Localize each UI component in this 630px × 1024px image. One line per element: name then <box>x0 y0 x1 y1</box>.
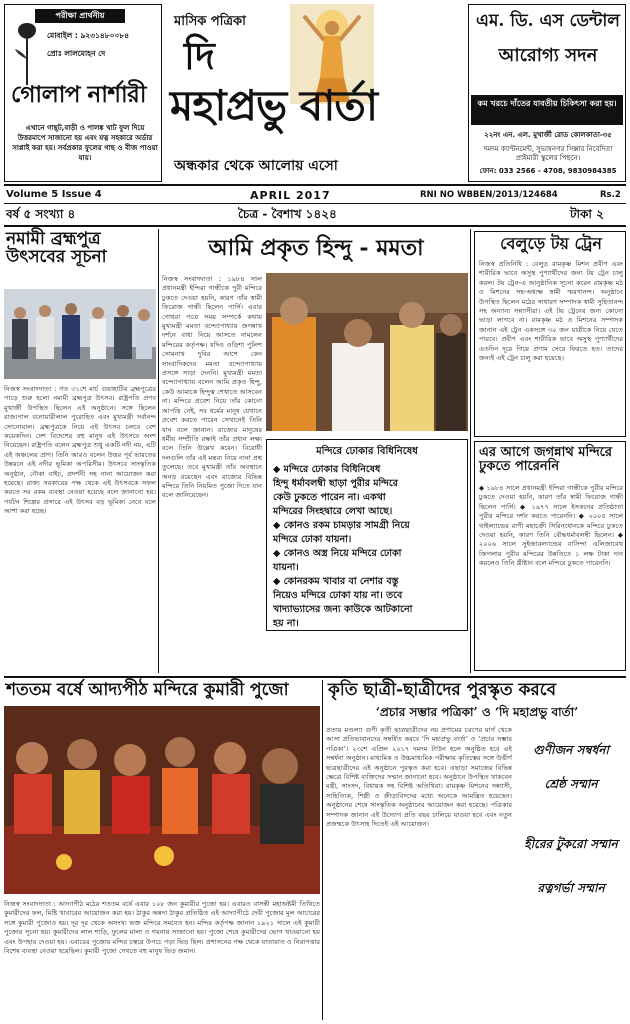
restrictions-line: কেউ ঢুকতে পারেন না। একথা <box>273 492 386 503</box>
masthead-di: দি <box>184 33 215 78</box>
award-line-2: শ্রেষ্ঠ সম্মান <box>544 777 598 791</box>
story-mamata <box>162 229 468 673</box>
story-awards <box>326 680 626 1020</box>
story-toytrain-headline: বেলুড়ে টয় ট্রেন <box>500 234 602 253</box>
infobar-rni: RNI NO WBBEN/2013/124684 <box>420 190 558 200</box>
story-kumari <box>4 680 320 1020</box>
ad-nursery-mobile: মোবাইল : ৯২৩১৪৮০০৮৪ <box>47 31 130 40</box>
story-mamata-body: নিজস্ব সংবাদদাতা : ১৯৮৪ সাল প্রধানমন্ত্রী ইন্দিরা গান্ধীকে পুরী মন্দিরে ঢুকতে দেওয়া হয়নি, কারণ তাঁর স্বামী ফিরোজ গান্ধী ছিলেন পার্সি। এবার গোধরা পত্রে সময় সম্পর্কে কথায় মুখ্যমন্ত্রী মমতা বন্দ্যোপাধ্যায় জগন্নাথ দর্শনে বাধা নিয়ে আসতে নামলেন মন্দিরের কর্তৃপক্ষ। যদিও ওড়িশা পুলিশ সোমনাথ দুবির আশে কেন সাংবাদিকদের মমতা বন্দ্যোপাধ্যায় প্রসঙ্গে সাড়া দেননি। মুখ্যমন্ত্রী মমতা বন্দ্যোপাধ্যায় বলেন আমি প্রকৃত হিন্দু, কেউ আমাকে হিন্দুত্ব শেখাতে আসবেন না। মন্দিরে প্রবেশ নিয়ে তাঁর কোনো আপত্তি নেই, সব ধর্মের মানুষ যেখানে প্রবেশ করতে পারেন সেখানেই তিনি যান বলে জানান। রাজ্যের মানুষের ধর্মীয় সম্প্রীতি রক্ষাই তাঁর প্রধান লক্ষ্য বলে তিনি উল্লেখ করেন। বিরোধী দলগুলি তাঁর এই মন্তব্য নিয়ে নানা প্রশ্ন তুলেছে। তবে মুখ্যমন্ত্রী তাঁর অবস্থানে অনড় রয়েছেন এবং রাজ্যের বিভিন্ন মন্দিরে তিনি নিয়মিত পুজো দিতে যান বলে জানিয়েছেন। <box>162 275 262 500</box>
restrictions-line: ◆ মন্দিরে ঢোকার বিধিনিষেধ <box>273 464 381 475</box>
story-awards-headline: কৃতি ছাত্রী-ছাত্রীদের পুরস্কৃত করবে <box>328 680 557 700</box>
restrictions-line: মন্দিরের সিংহদ্বারে লেখা আছে। <box>273 506 393 517</box>
story-jagannath-body: ◆ ১৯৮৪ সালে প্রধানমন্ত্রী ইন্দিরা গান্ধীকে পুরীর মন্দিরে ঢুকতে দেওয়া হয়নি, কারণ তাঁর স্বামী ফিরোজ গান্ধী ছিলেন পার্সি। ◆ ১৯৭৭ সালে ইসকনের প্রতিষ্ঠাতা পুরীর মন্দিরে দর্শন করতে পারেননি। ◆ ২০০৫ সালে থাইল্যান্ডের রাণী মহাচক্রী সিরিনধোনকে মন্দিরে ঢুকতে দেওয়া হয়নি, কারণ তিনি বৌদ্ধধর্মাবলম্বী ছিলেন। ◆ ২০০৬ সালে সুইজারল্যান্ডের বাসিন্দা এলিজাবেথ জিগলার পুরীর মন্দিরের উন্নতিতে ১ লক্ষ টাকা দান করলেও তিনি খ্রীষ্টান বলে মন্দিরে ঢুকতে পারেননি। <box>479 484 623 568</box>
restrictions-title: মন্দিরে ঢোকার বিধিনিষেধ <box>316 446 418 457</box>
ad-dental-line2: আরোগ্য সদন <box>498 45 598 66</box>
restrictions-line: নিয়েও মন্দিরে ঢোকা যায় না। তবে <box>273 590 403 601</box>
infobar-volume: Volume 5 Issue 4 <box>6 189 102 200</box>
award-line-3: হীরের টুকরো সম্মান <box>524 837 618 851</box>
story-toytrain-body: নিজস্ব প্রতিনিধি : বেলুড় রামকৃষ্ণ মিশন প্রবীণ এবং শারীরিক ভাবে অসুস্থ পুণ্যার্থীদের জন্য টয় ট্রেন চালু করল। টয় ট্রেন-এ আনুষ্ঠানিক সূচনা করেন রামকৃষ্ণ মঠ ও মিশনের সহ-অধ্যক্ষ স্বামী স্মরণানন্দ। অনুষ্ঠানে উপস্থিত ছিলেন মঠের সাধারণ সম্পাদক স্বামী সুহিতানন্দ সহ অন্যান্য সন্ন্যাসীরা। এই টয় ট্রেনের জন্য কোনো ভাড়া লাগবে না। রামকৃষ্ণ মঠ ও মিশনের সম্পাদক জানান এই ট্রেন একসঙ্গে ৩০ জন যাত্রীকে নিয়ে যেতে পারবে। প্রবীণ এবং শারীরিক ভাবে অসুস্থ পুণ্যার্থীদের এতদিন দূরে গিয়ে প্রণাম সেরে ফিরতে হত। তাদের জন্যই এই ট্রেন চালু করা হয়েছে। <box>479 260 623 363</box>
infobar-mid-rule <box>4 203 626 204</box>
infobar-bottom-rule <box>4 225 626 227</box>
ad-nursery-desc: এখানে গাছ্‌ট,বাড়ী ও পালঙ্ক খাট ফুল দিয়ে উত্তরমাপে সাজানো হয় এবং যত্ন সহকারে অর্ডার সাপ্লাই করা হয়। সর্বপ্রকার ফুলের গাছ ও বীজ পাওয়া যায়। <box>12 124 158 162</box>
restrictions-line: মন্দিরে ঢোকা যায়না। <box>273 534 352 545</box>
restrictions-line: খাদ্যাভ্যাসের জন্য কাউকে আটকানো <box>273 604 413 615</box>
infobar-issue-bn: বর্ষ ৫ সংখ্যা ৪ <box>6 207 76 221</box>
story-brahmaputra-body: নিজস্ব সংবাদদাতা : গত ৩১শে মার্চ গুয়াহাটির ব্রহ্মপুত্রের পাড়ে শুরু হলো নমামী ব্রহ্মপুত্র উৎসব। রাষ্ট্রপতি প্রণব মুখার্জী উপস্থিত ছিলেন এই অনুষ্ঠানে। সঙ্গে ছিলেন রাজ্যপাল বনোয়ারীলাল পুরোহিত এবং মুখ্যমন্ত্রী সর্বানন্দ সোনোয়াল। ব্রহ্মপুত্রকে নিয়ে এই উৎসব চলবে বেশ কয়েকদিন। দেশ বিদেশের বহু মানুষ এই উৎসবে অংশ নিয়েছেন। রাষ্ট্রপতি বলেন ব্রহ্মপুত্র শুধু একটি নদী নয়, এটি এই অঞ্চলের প্রাণ। তিনি আরও বলেন উত্তর পূর্ব ভারতের উন্নয়নে এই নদীর ভূমিকা অপরিসীম। উৎসবে সাংস্কৃতিক অনুষ্ঠান, নৌকা বাইচ, প্রদর্শনী সহ নানা আয়োজন করা হয়েছে। রাজ্য সরকারের পক্ষ থেকে এই উৎসবকে সফল করতে সব রকম ব্যবস্থা নেওয়া হয়েছে বলে জানানো হয়। পর্যটন শিল্পের প্রসারে এই উৎসব বড় ভূমিকা নেবে বলে আশা করা হচ্ছে। <box>4 385 156 516</box>
restrictions-line: ◆ কোনও অস্ত্র নিয়ে মন্দিরে ঢোকা <box>273 548 402 559</box>
section-rule <box>4 676 626 678</box>
ad-nursery <box>4 4 162 182</box>
masthead <box>166 4 464 182</box>
infobar-top-rule <box>4 184 626 186</box>
restrictions-box <box>266 439 468 631</box>
col-divider-right <box>470 229 471 673</box>
story-toytrain <box>474 231 626 437</box>
infobar-price-en: Rs.2 <box>600 190 621 200</box>
ad-dental-line1: এম. ডি. এস ডেন্টাল <box>476 11 620 31</box>
ad-dental <box>468 4 626 182</box>
award-line-4: রত্নগর্ভা সম্মান <box>537 881 605 895</box>
ad-dental-address: ২২নং এন. এল. মুখার্জী রোড কোলকাতা-৩৫ <box>484 131 612 139</box>
restrictions-line: হিন্দু ধর্মাবলম্বী ছাড়া পুরীর মন্দিরে <box>273 478 398 489</box>
masthead-title: মহাপ্রভু বার্তা <box>170 81 378 130</box>
award-box <box>516 736 626 956</box>
story-jagannath <box>474 441 626 671</box>
col-divider-left <box>158 229 159 673</box>
restrictions-line: যায়না। <box>273 562 299 573</box>
masthead-tagline: অন্ধকার থেকে আলোয় এসো <box>174 158 338 174</box>
story-kumari-headline: শততম বর্ষে আদ্যপীঠ মন্দিরে কুমারী পুজো <box>6 680 289 700</box>
brahmaputra-photo <box>4 289 156 379</box>
story-jagannath-headline: এর আগে জগন্নাথ মন্দিরে ঢুকতে পারেননি <box>479 445 613 474</box>
infobar-date: APRIL 2017 <box>250 189 331 202</box>
infobar-month-bn: চৈত্র - বৈশাখ ১৪২৪ <box>238 207 337 221</box>
kumari-photo <box>4 706 320 894</box>
restrictions-line: ◆ কোনও রকম চামড়ার সামগ্রী নিয়ে <box>273 520 410 531</box>
ad-dental-near: দমদম ক্যান্টনমেন্ট, সুভাষনগর সিক্সার নিবেদিতা প্রাইমারী স্কুলের পিছনে। <box>483 145 613 162</box>
ad-dental-banner: কম খরচে দাঁতের যাবতীয় চিকিৎসা করা হয়। <box>471 95 623 125</box>
story-brahmaputra <box>4 229 156 673</box>
story-kumari-body: নিজস্ব সংবাদদাতা : আদ্যাপীঠ মঠের শততম বর্ষে এবার ১০৮ জন কুমারীর পুজো হয়। এবারও বাসন্তী মহাঅষ্টমী তিথিতে কুমারীদের ফল, মিষ্টি খাবারের আয়োজন করা হয়। ঠাকুর অন্নদা ঠাকুর প্রতিষ্ঠিত এই আদ্যাপীঠে দেবী পুজোর মূল আচারের সঙ্গে কুমারী পুজোও হয়। দূর দূর থেকে অসংখ্য ভক্ত মন্দিরে সমবেত হন। মন্দির কর্তৃপক্ষ জানান ১৯২১ সালে এই কুমারী পুজোর সূচনা হয়। কুমারীদের লাল শাড়ি, ফুলের মালা ও গয়নায় সাজানো হয়। পুজো শেষে কুমারীদের ভোগ খাওয়ানো হয় এবং উপহার দেওয়া হয়। এবারের পুজোয় মন্দির চত্বরে উপচে পড়া ভিড় ছিল। প্রশাসনের পক্ষ থেকে যাতায়াত ও নিরাপত্তার বিশেষ ব্যবস্থা নেওয়া হয়েছিল। কুমারী পুজো দেখতে বহু মানুষ ভিড় জমান। <box>4 900 320 956</box>
restrictions-line: ◆ কোনরকম খাবার বা নেশার বস্তু <box>273 576 399 587</box>
award-line-1: গুণীজন সম্বর্ধনা <box>533 743 609 757</box>
masthead-monthly: মাসিক পত্রিকা <box>174 14 246 29</box>
ad-nursery-name: গোলাপ নার্শারী <box>11 81 146 108</box>
restrictions-line: হয় না। <box>273 618 299 629</box>
story-brahmaputra-headline: নমামী ব্রহ্মপুত্র উৎসবের সূচনা <box>6 229 107 267</box>
story-mamata-headline: আমি প্রকৃত হিন্দু - মমতা <box>208 235 424 261</box>
mamata-photo <box>266 273 468 431</box>
story-awards-body: প্রত্যয় মণ্ডল্যা গুণী কৃতী ছাত্রছাত্রীদের নয় প্রণামের চরণের মার্গ থেকে আসা প্রতিভাবানদের সম্বর্ধিত করবে ‘দি মহাপ্রভু বার্তা’ ও ‘প্রচার সম্ভার পত্রিকা’। ২৩শে এপ্রিল ২০১৭ দমদম টাউন হলে অনুষ্ঠিত হবে এই সম্বর্ধনা অনুষ্ঠান। মাধ্যমিক ও উচ্চমাধ্যমিক পরীক্ষায় কৃতিত্বের সঙ্গে উত্তীর্ণ ছাত্রছাত্রীদের এই অনুষ্ঠানে পুরস্কৃত করা হবে। এছাড়া সমাজের বিভিন্ন ক্ষেত্রে বিশিষ্ট ব্যক্তিদের সম্মান জানানো হবে। অনুষ্ঠানে উপস্থিত থাকবেন মন্ত্রী, সাংসদ, বিধায়ক সহ বিশিষ্ট অতিথিরা। রামকৃষ্ণ মিশনের সন্ন্যাসী, সাহিত্যিক, শিল্পী ও ক্রীড়াবিদদের মধ্যে অনেকে আমন্ত্রিত হয়েছেন। অনুষ্ঠানের শেষে সাংস্কৃতিক অনুষ্ঠানের আয়োজন করা হয়েছে। পত্রিকার সম্পাদক জানান এই উদ্যোগ প্রতি বছর চালিয়ে যাওয়া হবে এবং নতুন প্রজন্মকে উৎসাহ দিতেই এই আয়োজন। <box>326 726 512 829</box>
story-awards-subhead: ‘প্রচার সম্ভার পত্রিকা’ ও ‘দি মহাপ্রভু বার্তা’ <box>375 705 579 719</box>
rose-icon <box>9 19 45 89</box>
ad-dental-phone: ফোন: 033 2566 - 4708, 9830984385 <box>479 167 617 175</box>
infobar-price-bn: টাকা ২ <box>570 207 604 221</box>
ad-nursery-tag: পরীক্ষা প্রার্থনীয় <box>35 9 125 23</box>
col-divider-bottom <box>322 680 323 1020</box>
ad-nursery-proprietor: প্রোঃ লালমোহন দে <box>47 49 106 58</box>
